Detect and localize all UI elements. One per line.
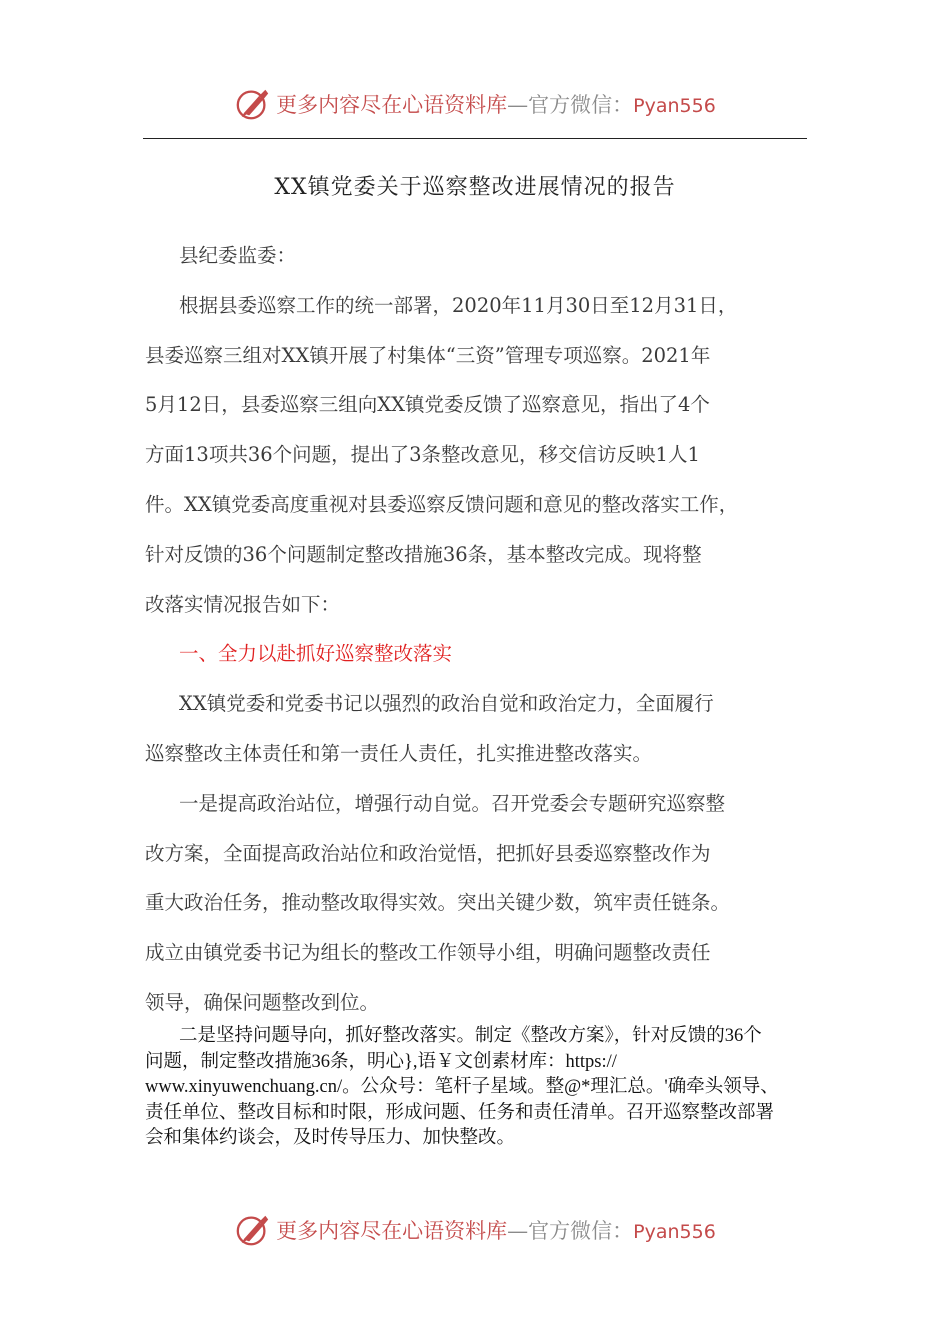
watermark-main: 更多内容尽在心语资料库 (276, 93, 508, 117)
intro-paragraph (145, 281, 809, 630)
text-line: 改落实情况报告如下： (145, 592, 341, 616)
section-heading-text: 一、全力以赴抓好巡察整改落实 (179, 642, 453, 666)
text-line: 成立由镇党委书记为组长的整改工作领导小组，明确问题整改责任 (145, 941, 711, 965)
text-line: 问题，制定整改措施36条，明心},语￥文创素材库：https:// (145, 1051, 617, 1072)
watermark-wechat-id: Pyan556 (633, 1221, 716, 1243)
text-line: 件。XX镇党委高度重视对县委巡察反馈问题和意见的整改落实工作， (145, 492, 739, 516)
footer-watermark (0, 1208, 950, 1252)
text-line: 巡察整改主体责任和第一责任人责任，扎实推进整改落实。 (145, 741, 653, 765)
header-rule (143, 138, 807, 139)
text-line: 方面13项共36个问题，提出了3条整改意见，移交信访反映1人1 (145, 443, 700, 467)
section-heading (145, 629, 809, 679)
text-line: 领导，确保问题整改到位。 (145, 990, 380, 1014)
watermark-text (276, 89, 716, 119)
salutation-text: 县纪委监委： (179, 244, 297, 267)
text-line: 会和集体约谈会，及时传导压力、加快整改。 (145, 1128, 516, 1149)
text-line: 5月12日，县委巡察三组向XX镇党委反馈了巡察意见，指出了4个 (145, 393, 710, 417)
watermark-separator: —官方微信： (507, 93, 634, 117)
pen-nib-logo-icon (234, 85, 272, 123)
text-line: 针对反馈的36个问题制定整改措施36条，基本整改完成。现将整 (145, 542, 702, 566)
pen-nib-logo-icon (234, 1211, 272, 1249)
watermark-text (276, 1215, 716, 1245)
header-watermark (0, 82, 950, 126)
text-line: XX镇党委和党委书记以强烈的政治自觉和政治定力，全面履行 (179, 692, 714, 716)
text-line: 二是坚持问题导向，抓好整改落实。制定《整改方案》，针对反馈的36个 (179, 1026, 762, 1046)
document-body (145, 231, 809, 1028)
watermark-separator: —官方微信： (507, 1219, 634, 1243)
point-one-paragraph (145, 779, 809, 1028)
section-paragraph (145, 679, 809, 779)
text-line: 一是提高政治站位，增强行动自觉。召开党委会专题研究巡察整 (179, 791, 726, 815)
document-title: XX镇党委关于巡察整改进展情况的报告 (274, 175, 676, 200)
watermark-wechat-id: Pyan556 (633, 95, 716, 117)
point-two-paragraph (145, 1024, 809, 1152)
text-line: 改方案，全面提高政治站位和政治觉悟，把抓好县委巡察整改作为 (145, 841, 711, 865)
text-line: www.xinyuwenchuang.cn/。公众号：笔杆子星域。整@*理汇总。'确牵头领导、 (145, 1077, 779, 1098)
text-line: 责任单位、整改目标和时限，形成问题、任务和责任清单。召开巡察整改部署 (145, 1102, 775, 1123)
text-line: 重大政治任务，推动整改取得实效。突出关键少数，筑牢责任链条。 (145, 891, 731, 915)
text-line: 县委巡察三组对XX镇开展了村集体“三资”管理专项巡察。2021年 (145, 343, 711, 367)
text-line: 根据县委巡察工作的统一部署，2020年11月30日至12月31日， (179, 293, 738, 317)
watermark-main: 更多内容尽在心语资料库 (276, 1219, 508, 1243)
salutation (145, 231, 809, 281)
